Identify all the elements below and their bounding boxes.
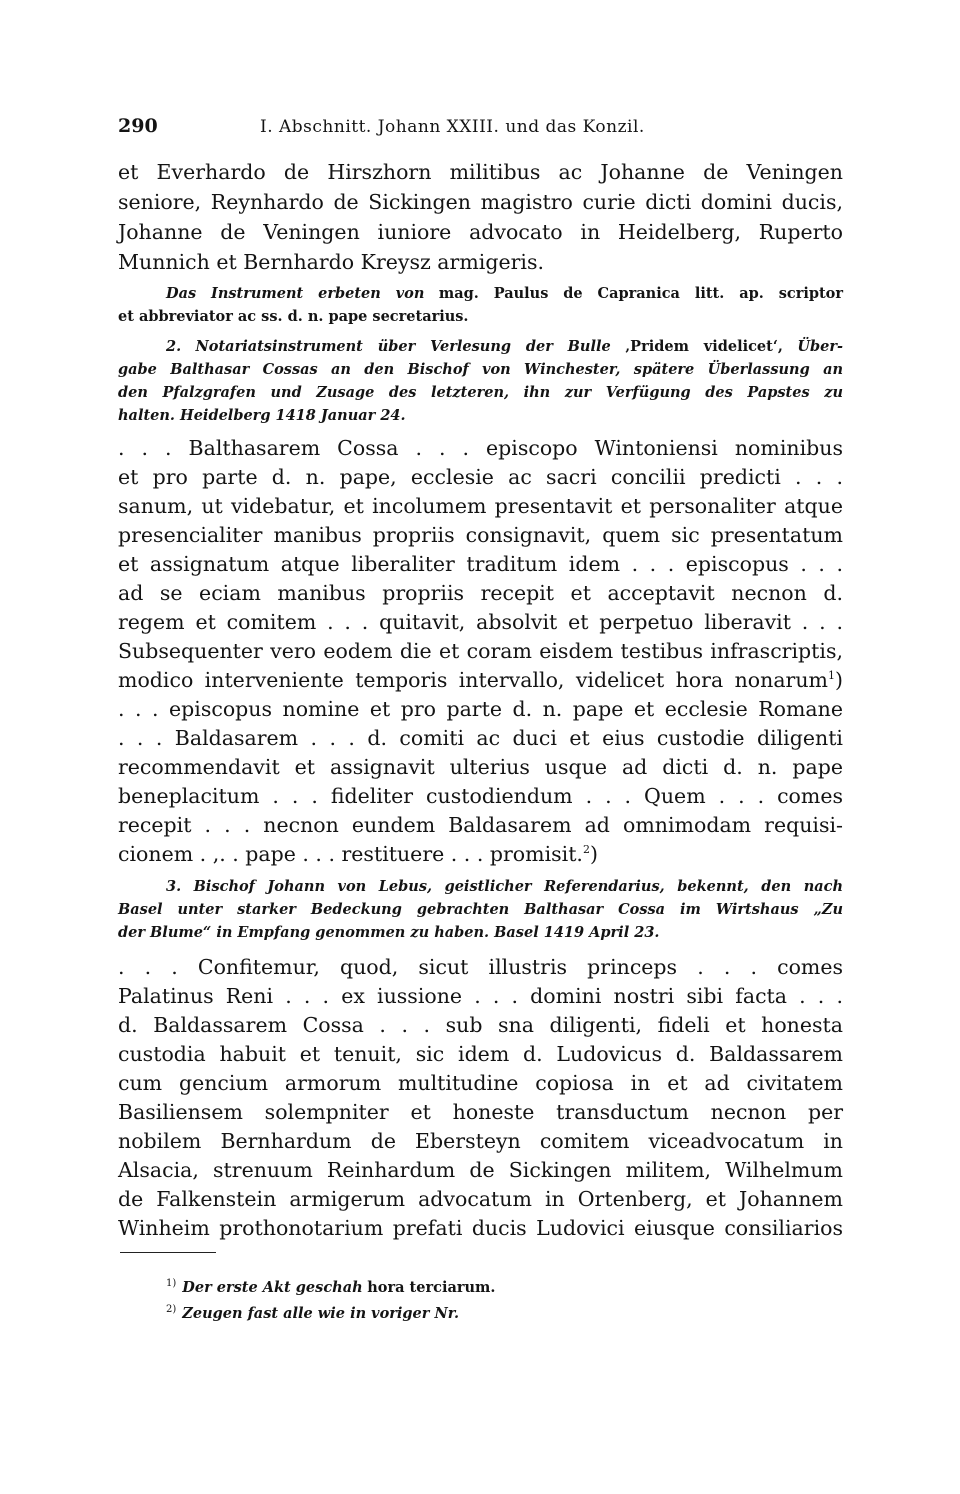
text-line: custodia habuit et tenuit, sic idem d. Ludovicus d. Baldassarem	[118, 1042, 843, 1066]
text-line: seniore, Reynhardo de Sickingen magistro curie dicti domini ducis,	[118, 190, 843, 214]
text-line: de Falkenstein armigerum advocatum in Ortenberg, et Johannem	[118, 1187, 843, 1211]
text-line: . . . Balthasarem Cossa . . . episcopo Wintoniensi nominibus	[118, 436, 843, 460]
text-line: et pro parte d. n. pape, ecclesie ac sacri concilii predicti . . .	[118, 465, 843, 489]
text-line: Basiliensem solempniter et honeste transductum necnon per	[118, 1100, 843, 1124]
bull-title: ‚Pridem videlicet‘,	[625, 338, 783, 355]
source-note-text: mag. Paulus de Capranica litt. ap. scriptor	[438, 285, 843, 302]
doc-heading-line: halten. Heidelberg 1418 Januar 24.	[118, 407, 406, 424]
footnote-ref: 1	[828, 669, 835, 683]
text-line: . . . episcopus nomine et pro parte d. n. pape et ecclesie Romane	[118, 697, 843, 721]
text-line: sanum, ut videbatur, et incolumem presentavit et personaliter atque	[118, 494, 843, 518]
footnote-italic: Der erste Akt geschah	[182, 1278, 363, 1296]
footnote-ref: 2	[582, 843, 590, 857]
doc-heading-line: den Pfalzgrafen und Zusage des letzteren, ihn zur Verfügung des Papstes zu	[118, 384, 843, 401]
doc-heading-line: der Blume“ in Empfang genommen zu haben. Basel 1419 April 23.	[118, 924, 660, 941]
footnote-ref-paren: )	[589, 842, 598, 866]
footnote	[166, 1304, 459, 1322]
text-line: Johanne de Veningen iuniore advocato in Heidelberg, Ruperto	[118, 220, 843, 244]
footnote-italic: Zeugen fast alle wie in voriger Nr.	[182, 1304, 460, 1322]
text-line: beneplacitum . . . fideliter custodiendum . . . Quem . . . comes	[118, 784, 843, 808]
text-line: d. Baldassarem Cossa . . . sub sna diligenti, fideli et honesta	[118, 1013, 843, 1037]
footnote-rule	[120, 1252, 216, 1253]
source-note-line	[166, 285, 843, 307]
text-line: presencialiter manibus propriis consignavit, quem sic presentatum	[118, 523, 843, 547]
text-line: Munnich et Bernhardo Kreysz armigeris.	[118, 250, 544, 274]
text-line: et assignatum atque liberaliter traditum idem . . . episcopus . . .	[118, 552, 843, 576]
running-head	[118, 115, 843, 145]
text-line: recepit . . . necnon eundem Baldasarem ad omnimodam requisi-	[118, 813, 843, 837]
doc-heading-italic: Notariatsinstrument über Verlesung der Bulle	[195, 338, 611, 355]
text-line: ad se eciam manibus propriis recepit et acceptavit necnon d.	[118, 581, 843, 605]
text-segment: modico interveniente temporis intervallo, videlicet hora nonarum	[118, 668, 828, 692]
doc-heading-line: Basel unter starker Bedeckung gebrachten Balthasar Cossa im Wirtshaus „Zu	[118, 901, 843, 918]
text-line: regem et comitem . . . quitavit, absolvit et perpetuo liberavit . . .	[118, 610, 843, 634]
text-line: Subsequenter vero eodem die et coram eisdem testibus infrascriptis,	[118, 639, 843, 663]
doc-number: 2.	[166, 338, 182, 355]
text-line	[118, 668, 843, 697]
text-line: nobilem Bernhardum de Ebersteyn comitem viceadvocatum in	[118, 1129, 843, 1153]
footnote	[166, 1278, 495, 1296]
footnote-mark: 2)	[166, 1304, 177, 1315]
doc-heading-line: gabe Balthasar Cossas an den Bischof von Winchester, spätere Überlassung an	[118, 361, 843, 378]
footnote-mark: 1)	[166, 1278, 177, 1289]
text-line: . . . Confitemur, quod, sicut illustris princeps . . . comes	[118, 955, 843, 979]
source-note-italic: Das Instrument erbeten von	[166, 285, 425, 302]
text-line: Alsacia, strenuum Reinhardum de Sickingen militem, Wilhelmum	[118, 1158, 843, 1182]
footnote-text: hora terciarum.	[367, 1278, 496, 1296]
source-note-line: et abbreviator ac ss. d. n. pape secretarius.	[118, 308, 469, 325]
text-line: Palatinus Reni . . . ex iussione . . . domini nostri sibi facta . . .	[118, 984, 843, 1008]
doc-heading-line: 3. Bischof Johann von Lebus, geistlicher Referendarius, bekennt, den nach	[166, 878, 843, 895]
text-line: cum gencium armorum multitudine copiosa in et ad civitatem	[118, 1071, 843, 1095]
header-title: I. Abschnitt. Johann XXIII. und das Konzil.	[260, 117, 645, 137]
doc-heading-line	[166, 338, 843, 360]
doc-heading-italic: Über-	[797, 338, 844, 355]
footnote-ref-paren: )	[835, 668, 843, 692]
text-line: et Everhardo de Hirszhorn militibus ac Johanne de Veningen	[118, 160, 843, 184]
text-line: Winheim prothonotarium prefati ducis Ludovici eiusque consiliarios	[118, 1216, 843, 1240]
text-segment: cionem . ,. . pape . . . restituere . . . promisit.	[118, 842, 583, 866]
page-number: 290	[118, 115, 158, 137]
text-line: . . . Baldasarem . . . d. comiti ac duci et eius custodie diligenti	[118, 726, 843, 750]
text-line: recommendavit et assignavit ulterius usque ad dicti d. n. pape	[118, 755, 843, 779]
text-line	[118, 842, 843, 871]
